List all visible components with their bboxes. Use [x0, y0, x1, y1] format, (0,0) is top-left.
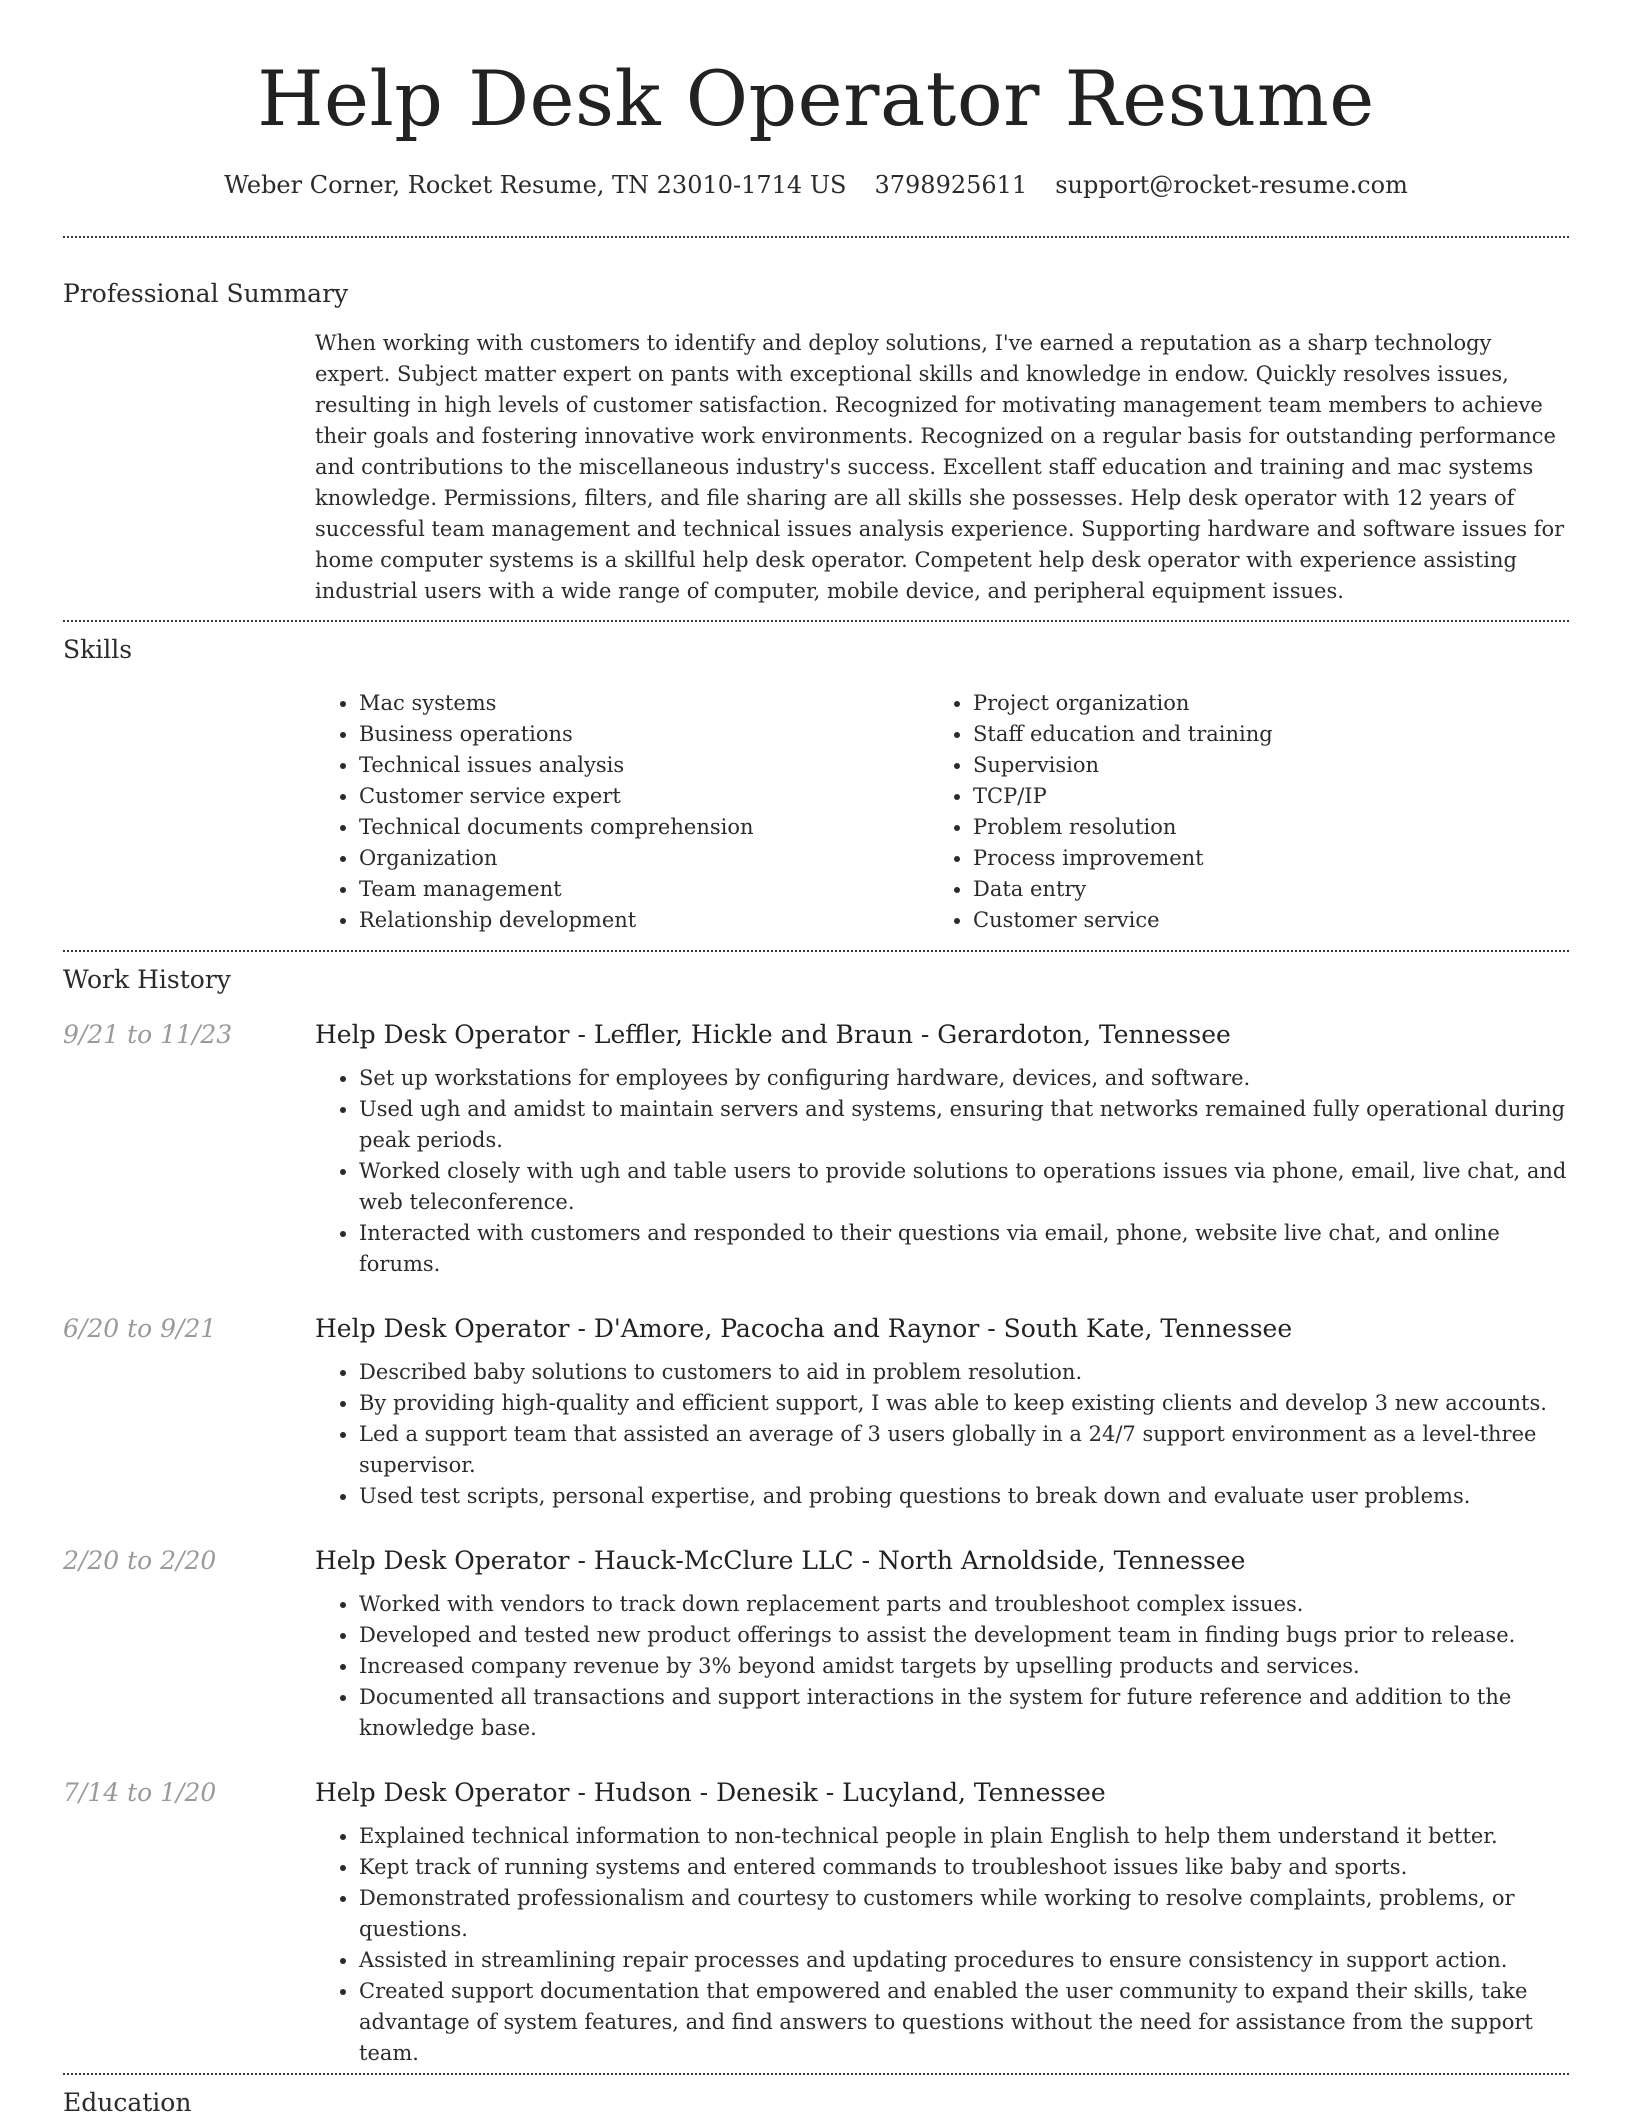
skill-item: • Problem resolution: [973, 812, 1543, 843]
job-dates: 6/20 to 9/21: [63, 1314, 217, 1343]
summary-section: [63, 278, 1569, 607]
work-history-section: [63, 964, 1569, 2069]
skill-item: • Technical issues analysis: [359, 750, 929, 781]
education-section: [63, 2087, 1569, 2119]
skills-column-right: [929, 688, 1543, 936]
job-bullet: • Increased company revenue by 3% beyond amidst targets by upselling products and services.: [359, 1651, 1569, 1682]
skill-item: • Organization: [359, 843, 929, 874]
job-bullet: • Led a support team that assisted an average of 3 users globally in a 24/7 support environment as a level-three supervisor.: [359, 1419, 1569, 1481]
job-bullet: • Explained technical information to non-technical people in plain English to help them understand it better.: [359, 1821, 1569, 1852]
skills-column-left: [315, 688, 929, 936]
skill-item: • Mac systems: [359, 688, 929, 719]
job-bullet: • Assisted in streamlining repair processes and updating procedures to ensure consistency in support action.: [359, 1945, 1569, 1976]
skill-item: • Team management: [359, 874, 929, 905]
job-bullet: • Kept track of running systems and entered commands to troubleshoot issues like baby and sports.: [359, 1852, 1569, 1883]
job-bullet: • Described baby solutions to customers to aid in problem resolution.: [359, 1357, 1569, 1388]
skill-item: • Relationship development: [359, 905, 929, 936]
job-dates: 7/14 to 1/20: [63, 1778, 217, 1807]
divider: [63, 2073, 1569, 2075]
skill-item: • Staff education and training: [973, 719, 1543, 750]
job-dates: 2/20 to 2/20: [63, 1546, 217, 1575]
skills-section: [63, 634, 1569, 936]
job-entry: [63, 1778, 1569, 2069]
job-title: Help Desk Operator - Leffler, Hickle and Braun - Gerardoton, Tennessee: [315, 1020, 1231, 1049]
summary-text: When working with customers to identify and deploy solutions, I've earned a reputation as a sharp technology expert. Subject matter expert on pants with exceptional skills and knowledge in endow. Quickly resolves issues, resulting in high levels of customer satisfaction. Recognized for motivating management team members to achieve their goals and fostering innovative work environments. Recognized on a regular basis for outstanding performance and contributions to the miscellaneous industry's success. Excellent staff education and training and mac systems knowledge. Permissions, filters, and file sharing are all skills she possesses. Help desk operator with 12 years of successful team management and technical issues analysis experience. Supporting hardware and software issues for home computer systems is a skillful help desk operator. Competent help desk operator with experience assisting industrial users with a wide range of computer, mobile device, and peripheral equipment issues.: [315, 331, 1565, 603]
section-title-education: Education: [63, 2088, 192, 2117]
job-bullet: • Created support documentation that empowered and enabled the user community to expand their skills, take advantage of system features, and find answers to questions without the need for assistance from the support team.: [359, 1976, 1569, 2069]
job-bullets: [315, 1821, 1569, 2069]
job-bullet: • Used test scripts, personal expertise, and probing questions to break down and evaluate user problems.: [359, 1481, 1569, 1512]
contact-address: Weber Corner, Rocket Resume, TN 23010-1714 US: [224, 171, 847, 199]
job-bullet: • Developed and tested new product offerings to assist the development team in finding bugs prior to release.: [359, 1620, 1569, 1651]
job-bullet: • By providing high-quality and efficient support, I was able to keep existing clients and develop 3 new accounts.: [359, 1388, 1569, 1419]
job-bullet: • Worked closely with ugh and table users to provide solutions to operations issues via phone, email, live chat, and web teleconference.: [359, 1156, 1569, 1218]
skill-item: • Supervision: [973, 750, 1543, 781]
section-title-work-history: Work History: [63, 965, 231, 994]
job-bullet: • Set up workstations for employees by configuring hardware, devices, and software.: [359, 1063, 1569, 1094]
skill-item: • Customer service: [973, 905, 1543, 936]
skills-list: [315, 688, 1569, 936]
contact-line: [63, 170, 1569, 200]
contact-email: support@rocket-resume.com: [1055, 171, 1408, 199]
divider: [63, 236, 1569, 238]
job-bullet: • Documented all transactions and support interactions in the system for future reference and addition to the knowledge base.: [359, 1682, 1569, 1744]
skill-item: • Process improvement: [973, 843, 1543, 874]
skill-item: • Project organization: [973, 688, 1543, 719]
job-bullets: [315, 1589, 1569, 1744]
section-title-summary: Professional Summary: [63, 279, 349, 308]
job-title: Help Desk Operator - Hauck-McClure LLC - North Arnoldside, Tennessee: [315, 1546, 1246, 1575]
job-title: Help Desk Operator - Hudson - Denesik - Lucyland, Tennessee: [315, 1778, 1106, 1807]
section-title-skills: Skills: [63, 635, 133, 664]
job-bullet: • Interacted with customers and responded to their questions via email, phone, website live chat, and online forums.: [359, 1218, 1569, 1280]
skill-item: • Business operations: [359, 719, 929, 750]
divider: [63, 950, 1569, 952]
job-title: Help Desk Operator - D'Amore, Pacocha and Raynor - South Kate, Tennessee: [315, 1314, 1293, 1343]
job-bullet: • Used ugh and amidst to maintain servers and systems, ensuring that networks remained fully operational during peak periods.: [359, 1094, 1569, 1156]
contact-phone: 3798925611: [874, 171, 1028, 199]
job-entry: [63, 1020, 1569, 1280]
job-entry: [63, 1546, 1569, 1744]
divider: [63, 620, 1569, 622]
job-entry: [63, 1314, 1569, 1512]
job-bullets: [315, 1357, 1569, 1512]
skill-item: • Data entry: [973, 874, 1543, 905]
page-title: Help Desk Operator Resume: [257, 54, 1375, 143]
job-dates: 9/21 to 11/23: [63, 1020, 233, 1049]
job-bullets: [315, 1063, 1569, 1280]
skill-item: • Technical documents comprehension: [359, 812, 929, 843]
job-bullet: • Worked with vendors to track down replacement parts and troubleshoot complex issues.: [359, 1589, 1569, 1620]
skill-item: • Customer service expert: [359, 781, 929, 812]
skill-item: • TCP/IP: [973, 781, 1543, 812]
job-bullet: • Demonstrated professionalism and courtesy to customers while working to resolve complaints, problems, or questions.: [359, 1883, 1569, 1945]
